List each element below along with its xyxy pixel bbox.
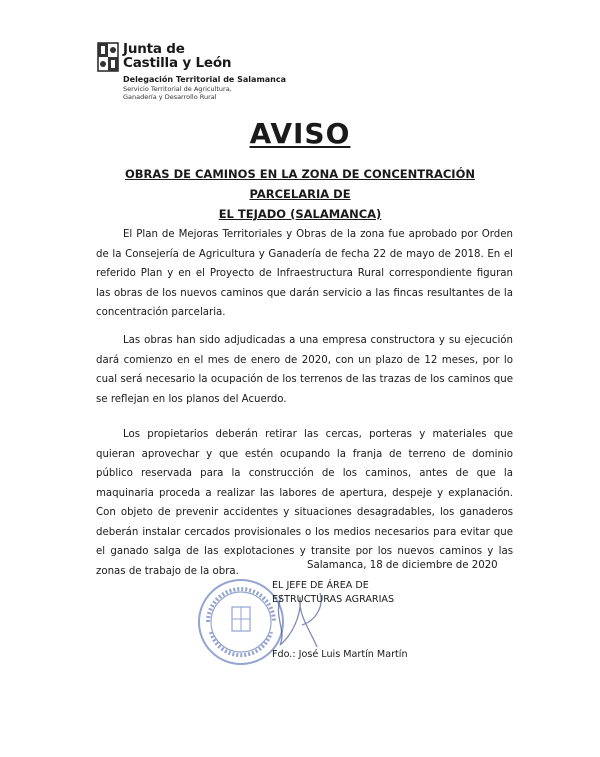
body-paragraph-3: Los propietarios deberán retirar las cercas, porteras y materiales que quieran aprovechar y que estén ocupando la franja de terreno de dominio público reservada para la construcción de los caminos, antes de que la maquinaria proceda a realizar las labores de apertura, despeje y explanación. Con objeto de prevenir accidentes y situaciones desagradables, los ganaderos deberán instalar cercados provisionales o los medios necesarios para evitar que el ganado salga de las explotaciones y transite por los nuevos caminos y las zonas de trabajo de la obra. (96, 429, 513, 577)
delegation-name: Delegación Territorial de Salamanca (123, 75, 287, 84)
place-date: Salamanca, 18 de diciembre de 2020 (307, 560, 498, 571)
signer-role-line1: EL JEFE DE ÁREA DE (272, 580, 369, 591)
org-name-line2: Castilla y León (123, 55, 232, 71)
signer-name: Fdo.: José Luis Martín Martín (272, 649, 408, 660)
service-name (123, 85, 232, 101)
notice-title: AVISO (249, 117, 351, 150)
coat-of-arms-icon (97, 42, 119, 72)
body-paragraph-2: Las obras han sido adjudicadas a una empresa constructora y su ejecución dará comienzo en el mes de enero de 2020, con un plazo de 12 meses, por lo cual será necesario la ocupación de los terrenos de las trazas de los caminos que se reflejan en los planos del Acuerdo. (96, 335, 513, 405)
service-line1: Servicio Territorial de Agricultura, (123, 85, 232, 93)
service-line2: Ganadería y Desarrollo Rural (123, 93, 217, 101)
notice-subtitle (100, 164, 500, 224)
org-name-line1: Junta de (123, 41, 185, 57)
subtitle-line1: OBRAS DE CAMINOS EN LA ZONA DE CONCENTRACIÓN PARCELARIA DE (125, 167, 475, 201)
header-logo-block (97, 41, 287, 104)
signer-role-line2: ESTRUCTURAS AGRARIAS (272, 594, 395, 605)
body-paragraph-1: El Plan de Mejoras Territoriales y Obras de la zona fue aprobado por Orden de la Consejería de Agricultura y Ganadería de fecha 22 de mayo de 2018. En el referido Plan y en el Proyecto de Infraestructura Rural correspondiente figuran las obras de los nuevos caminos que darán servicio a las fincas resultantes de la concentración parcelaria. (96, 229, 513, 318)
subtitle-line2: EL TEJADO (SALAMANCA) (218, 207, 382, 221)
